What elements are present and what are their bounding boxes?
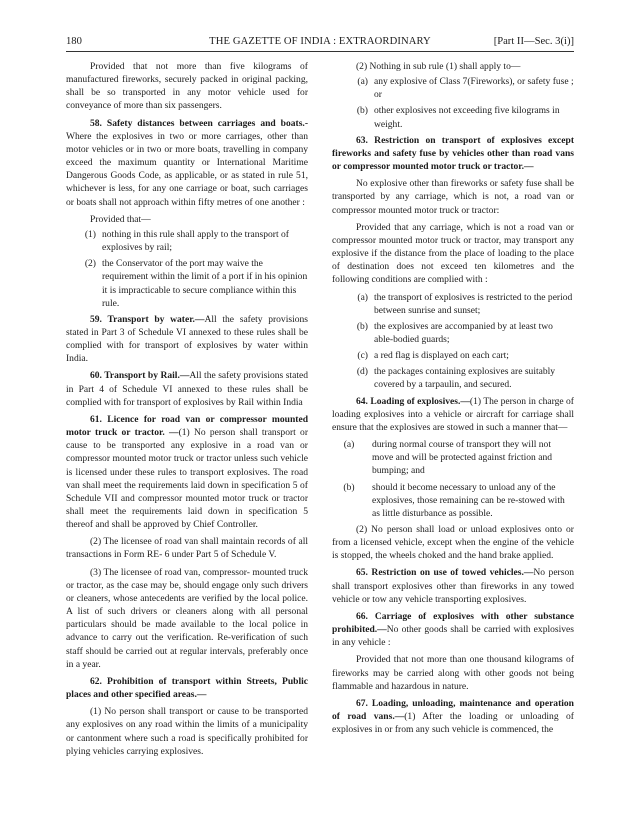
rule-66-proviso: Provided that not more than one thousand kilograms of fireworks may be carried along with other goods not being flammable and hazardous in nature. — [332, 654, 574, 692]
rule-63-proviso: Provided that any carriage, which is not a road van or compressor mounted motor truck or tractor, may transport any explosive if the distance from the place of loading to the place of destination does not exceed ten kilometres and the following conditions are complied with : — [332, 221, 574, 286]
rule-59-heading: 59. Transport by water.— — [90, 313, 205, 325]
rule-61-3: (3) The licensee of road van, compressor- mounted truck or tractor, as the case may be, should engage only such drivers or cleaners, whose antecedents are verified by the local police. A list of such drivers or cleaners along with all personal particulars should be made available to the local police in advance to carry out the verification. Re-verification of such staff should be carried out at regular intervals, preferably once in a year. — [66, 566, 308, 670]
rule-63 — [332, 134, 574, 173]
rule-63-heading: 63. Restriction on transport of explosives except fireworks and safety fuse by vehicles other than road vans or compressor mounted motor truck or tractor.— — [332, 134, 574, 173]
list-item: (d) the packages containing explosives are suitably covered by a tarpaulin, and secured. — [356, 366, 556, 391]
rule-62 — [66, 675, 308, 701]
list-item: (b) the explosives are accompanied by at least two able-bodied guards; — [356, 320, 553, 345]
rule-67-heading: 67. Loading, unloading, maintenance and operation of road vans.— — [332, 697, 574, 723]
list-item: (a) the transport of explosives is restricted to the period between sunrise and sunset; — [357, 291, 573, 316]
rule-66 — [332, 610, 574, 649]
rule-58-list — [66, 228, 308, 310]
rule-66-heading: 66. Carriage of explosives with other substance prohibited.— — [332, 610, 574, 636]
list-item: (a) during normal course of transport they will not move and will be protected against friction and bumping; and — [343, 439, 553, 477]
rule-67 — [332, 697, 574, 736]
rule-64-heading: 64. Loading of explosives.— — [356, 395, 470, 407]
rule-63-list — [332, 291, 574, 392]
rule-58-provided: Provided that— — [90, 213, 151, 225]
page-header — [66, 30, 574, 48]
rule-64-2: (2) No person shall load or unload explosives onto or from a licensed vehicle, except when the engine of the vehicle is stopped, the wheels choked and the hand brake applied. — [332, 524, 574, 562]
page-number: 180 — [66, 36, 82, 47]
rule-64-list — [332, 438, 574, 520]
list-item: (a) any explosive of Class 7(Fireworks), or safety fuse ; or — [357, 76, 574, 101]
rule-61-text: (1) No person shall transport or cause to be transported any explosive in a road van or compressor mounted motor truck or tractor unless such vehicle is licensed under these rules to transport explosives. The road van shall meet the requirements laid down in specification 5 of Schedule VII and compressor mounted motor truck or tractor shall meet the requirements laid down in specification 5 thereof and shall be approved by Chief Controller. — [66, 427, 309, 531]
rule-62-list — [332, 75, 574, 131]
rule-62-heading: 62. Prohibition of transport within Streets, Public places and other specified areas.— — [66, 675, 308, 701]
header-rule — [66, 51, 574, 52]
list-item: (c) a red flag is displayed on each cart; — [357, 350, 509, 362]
rule-65 — [332, 566, 574, 605]
left-column — [66, 60, 308, 762]
rule-65-text: No person shall transport explosives other than fireworks in any towed vehicle or tow any vehicle transporting explosives. — [332, 567, 575, 605]
fireworks-proviso: Provided that not more than five kilograms of manufactured fireworks, securely packed in original packing, shall be so transported in any motor vehicle used for conveyance of more than six passengers. — [66, 61, 308, 112]
rule-60-heading: 60. Transport by Rail.— — [90, 370, 190, 382]
rule-60-text: All the safety provisions stated in Part 4 of Schedule VI annexed to these rules shall be complied with for transport of explosives by Rail within India — [66, 370, 308, 408]
right-column — [332, 60, 574, 740]
rule-58 — [66, 117, 308, 209]
rule-61-2: (2) The licensee of road van shall maintain records of all transactions in Form RE- 6 under Part 5 of Schedule V. — [66, 536, 308, 561]
rule-59-text: All the safety provisions stated in Part 3 of Schedule VI annexed to these rules shall be complied with for transport of explosives by water within India. — [66, 313, 308, 365]
list-item: (b) should it become necessary to unload any of the explosives, those remaining can be re-stowed with as little disturbance as possible. — [343, 481, 565, 519]
rule-60 — [66, 369, 308, 408]
rule-58-text: Where the explosives in two or more carriages, other than motor vehicles or in two or more boats, travelling in company exceed the maximum quantity or International Maritime Dangerous Goods Code, as applicable, or as stated in rule 51, whichever is less, for any one carriage or boat, such carriages or boats shall not approach within fifty metres of one another : — [66, 130, 308, 208]
section-label: [Part II—Sec. 3(i)] — [493, 36, 574, 47]
rule-65-heading: 65. Restriction on use of towed vehicles.— — [356, 567, 534, 579]
rule-61-heading: 61. Licence for road van or compressor mounted motor truck or tractor. — — [66, 413, 308, 439]
rule-67-text: (1) After the loading or unloading of explosives in or from any such vehicle is commenced, the — [332, 711, 574, 736]
rule-58-heading: 58. Safety distances between carriages and boats.- — [90, 117, 308, 129]
rule-64-text: (1) The person in charge of loading explosives into a vehicle or aircraft for carriage shall ensure that the explosives are stowed in such a manner that— — [332, 395, 574, 433]
list-item: (b) other explosives not exceeding five kilograms in weight. — [356, 105, 560, 130]
rule-59 — [66, 313, 308, 366]
rule-63-text: No explosive other than fireworks or safety fuse shall be transported by any carriage, which is not, a road van or compressor mounted motor truck or tractor: — [332, 178, 574, 216]
list-item: (1) nothing in this rule shall apply to the transport of explosives by rail; — [84, 228, 289, 254]
rule-62-1: (1) No person shall transport or cause to be transported any explosives on any road within the limits of a municipality or cantonment where such a road is specifically prohibited for plying vehicles carrying explosives. — [66, 706, 308, 757]
list-item: (2) the Conservator of the port may waive the requirement within the limit of a port if in his opinion it is impracticable to secure compliance within this rule. — [84, 258, 308, 309]
rule-64 — [332, 395, 574, 434]
rule-61 — [66, 413, 308, 531]
rule-62-2: (2) Nothing in sub rule (1) shall apply to— — [356, 61, 521, 72]
rule-66-text: No other goods shall be carried with explosives in any vehicle : — [332, 624, 574, 649]
gazette-title: THE GAZETTE OF INDIA : EXTRAORDINARY — [209, 36, 431, 47]
